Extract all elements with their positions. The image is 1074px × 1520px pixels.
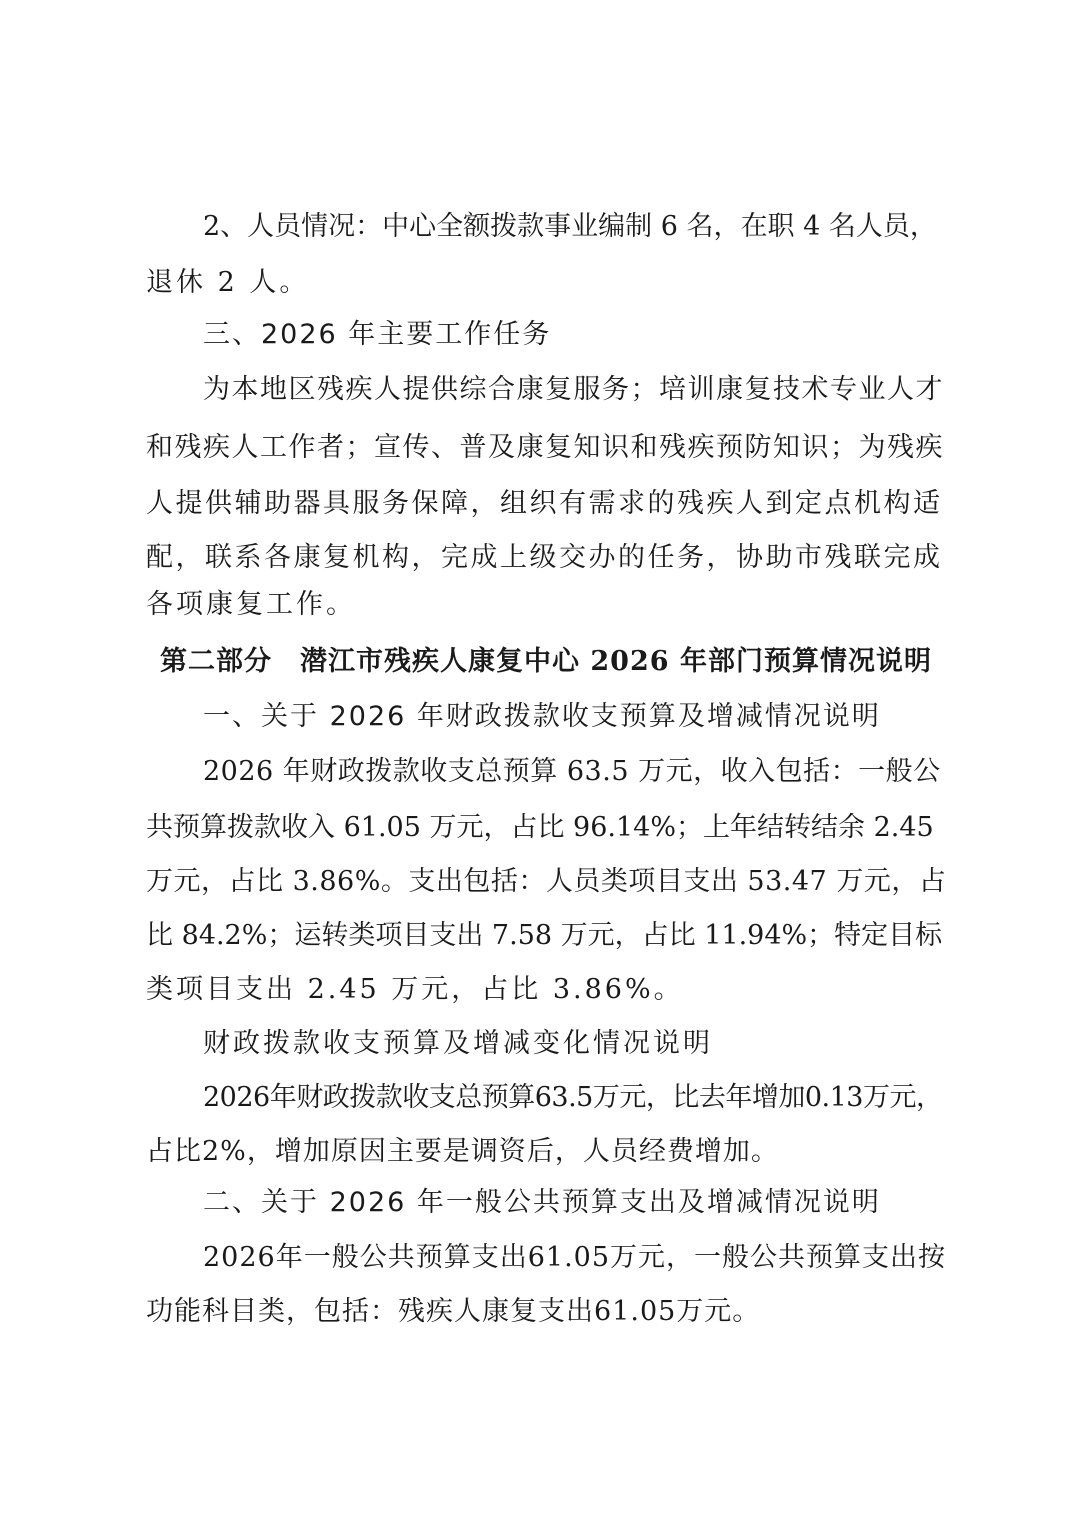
sub1-heading: 一、关于 2026 年财政拨款收支预算及增减情况说明 bbox=[203, 701, 881, 732]
sub1-change-line-1: 2026年财政拨款收支总预算63.5万元，比去年增加0.13万元， bbox=[203, 1082, 943, 1113]
section3-line-2: 和残疾人工作者；宣传、普及康复知识和残疾预防知识；为残疾 bbox=[146, 432, 944, 463]
part2-label: 第二部分 bbox=[160, 646, 272, 677]
sub1-line-1: 2026 年财政拨款收支总预算 63.5 万元，收入包括：一般公 bbox=[203, 756, 941, 787]
sub2-line-1: 2026年一般公共预算支出61.05万元，一般公共预算支出按 bbox=[203, 1242, 947, 1273]
section3-line-1: 为本地区残疾人提供综合康复服务；培训康复技术专业人才 bbox=[203, 374, 944, 405]
section3-line-5: 各项康复工作。 bbox=[146, 589, 356, 620]
section3-line-4: 配，联系各康复机构，完成上级交办的任务，协助市残联完成 bbox=[146, 542, 943, 573]
sub1-line-5: 类项目支出 2.45 万元，占比 3.86%。 bbox=[146, 974, 684, 1005]
sub1-line-2: 共预算拨款收入 61.05 万元，占比 96.14%；上年结转结余 2.45 bbox=[146, 812, 934, 843]
sub1-change-title: 财政拨款收支预算及增减变化情况说明 bbox=[203, 1028, 713, 1059]
part2-heading bbox=[160, 642, 940, 682]
sub1-line-3: 万元，占比 3.86%。支出包括：人员类项目支出 53.47 万元，占 bbox=[146, 866, 947, 897]
sub1-change-line-2: 占比2%，增加原因主要是调资后，人员经费增加。 bbox=[146, 1136, 779, 1167]
staffing-line-2: 退休 2 人。 bbox=[146, 267, 310, 298]
sub2-heading: 二、关于 2026 年一般公共预算支出及增减情况说明 bbox=[203, 1187, 881, 1218]
sub2-line-2: 功能科目类，包括：残疾人康复支出61.05万元。 bbox=[146, 1296, 761, 1327]
sub1-line-4: 比 84.2%；运转类项目支出 7.58 万元，占比 11.94%；特定目标 bbox=[146, 920, 943, 951]
part2-title: 潜江市残疾人康复中心 2026 年部门预算情况说明 bbox=[300, 646, 932, 677]
section3-line-3: 人提供辅助器具服务保障，组织有需求的残疾人到定点机构适 bbox=[146, 488, 943, 519]
staffing-line-1: 2、人员情况：中心全额拨款事业编制 6 名，在职 4 名人员， bbox=[203, 211, 937, 242]
section3-heading: 三、2026 年主要工作任务 bbox=[203, 319, 552, 350]
